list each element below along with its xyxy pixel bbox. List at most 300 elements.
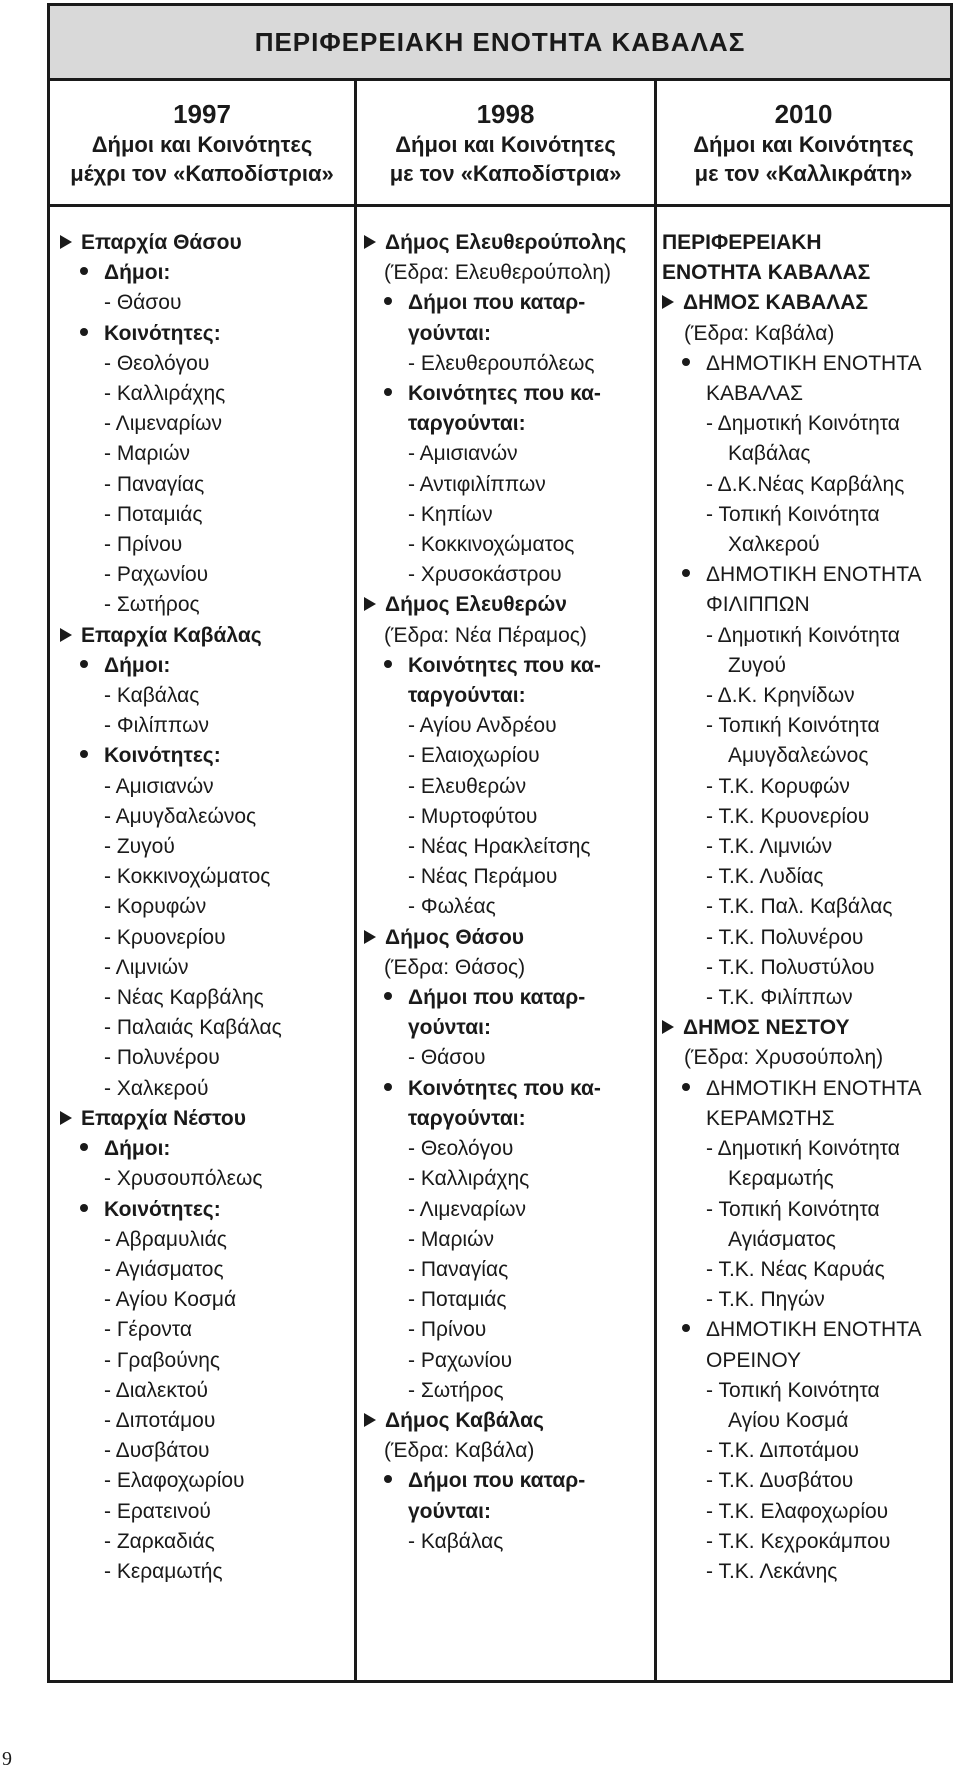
list-item	[60, 470, 282, 500]
row-text: - Σωτήρος	[408, 1378, 504, 1402]
list-item	[60, 439, 282, 469]
row-text: - Τ.Κ. Πηγών	[706, 1288, 825, 1312]
group-heading	[364, 651, 626, 681]
row-text: Κοινότητες που κα-	[408, 1076, 601, 1100]
list-item	[662, 621, 921, 651]
row-text: - Τοπική Κοινότητα	[706, 1197, 880, 1221]
seat-note	[662, 319, 921, 349]
header-2010	[657, 81, 950, 204]
list-item	[662, 802, 921, 832]
list-text	[364, 319, 626, 349]
row-text: Δήμος Ελευθερούπολης	[385, 231, 627, 254]
row-text: (Έδρα: Χρυσούπολη)	[684, 1046, 884, 1070]
triangle-bullet-icon	[60, 628, 72, 642]
row-text: - Τοπική Κοινότητα	[706, 1378, 880, 1402]
header-1997	[50, 81, 354, 204]
row-text: - Τοπική Κοινότητα	[706, 714, 880, 738]
row-text: - Τ.Κ. Κεχροκάμπου	[706, 1529, 891, 1553]
row-text: - Δ.Κ.Νέας Καρβάλης	[706, 472, 905, 496]
bullet-dot-icon	[80, 1204, 88, 1212]
triangle-bullet-icon	[364, 597, 376, 611]
header-year: 1998	[476, 98, 535, 129]
list-item	[60, 349, 282, 379]
list-item	[60, 1406, 282, 1436]
row-text: Δήμοι:	[104, 1137, 171, 1161]
group-heading	[662, 560, 921, 590]
list-item	[662, 500, 921, 530]
row-text: - Δημοτική Κοινότητα	[706, 1137, 900, 1161]
row-text: Επαρχία Καβάλας	[81, 623, 262, 647]
row-text: - Δημοτική Κοινότητα	[706, 412, 900, 436]
row-text: - Ελαφοχωρίου	[104, 1469, 245, 1493]
row-text: ΔΗΜΟΤΙΚΗ ΕΝΟΤΗΤΑ	[706, 1318, 922, 1342]
list-item	[60, 1074, 282, 1104]
list-item	[60, 288, 282, 318]
group-heading	[60, 258, 282, 288]
row-text: (Έδρα: Νέα Πέραμος)	[384, 623, 587, 647]
list-item	[60, 1225, 282, 1255]
row-text: Δήμος Ελευθερών	[385, 593, 567, 617]
bullet-dot-icon	[384, 992, 392, 1000]
row-text: - Τ.Κ. Δυσβάτου	[706, 1469, 854, 1493]
list-item	[60, 1315, 282, 1345]
list-item	[364, 772, 626, 802]
list-text	[364, 681, 626, 711]
list-item	[60, 560, 282, 590]
list-text	[364, 1104, 626, 1134]
list-item	[60, 1346, 282, 1376]
bullet-dot-icon	[384, 388, 392, 396]
list-text	[662, 590, 921, 620]
triangle-bullet-icon	[60, 1111, 72, 1125]
list-item	[364, 892, 626, 922]
row-text: - Καλλιράχης	[408, 1167, 530, 1191]
row-text: Καβάλας	[728, 442, 811, 466]
row-text: - Καβάλας	[408, 1529, 504, 1553]
triangle-bullet-icon	[60, 235, 72, 249]
list-item	[60, 892, 282, 922]
list-item	[60, 1255, 282, 1285]
list-item	[364, 1195, 626, 1225]
list-item	[364, 802, 626, 832]
list-item	[364, 560, 626, 590]
list-item	[364, 1285, 626, 1315]
bullet-dot-icon	[682, 1083, 690, 1091]
list-item	[60, 1376, 282, 1406]
triangle-bullet-icon	[364, 1413, 376, 1427]
list-item	[662, 439, 921, 469]
row-text: (Έδρα: Καβάλα)	[384, 1439, 535, 1463]
row-text: Επαρχία Νέστου	[81, 1106, 246, 1130]
bullet-dot-icon	[682, 569, 690, 577]
list-item	[364, 1164, 626, 1194]
row-text: Δήμοι που καταρ-	[408, 1469, 586, 1493]
row-text: - Τ.Κ. Λιμνιών	[706, 835, 833, 859]
list-item	[662, 1376, 921, 1406]
list-item	[364, 1376, 626, 1406]
row-text: - Θάσου	[408, 1046, 486, 1070]
list-item	[60, 1557, 282, 1587]
bullet-dot-icon	[80, 660, 88, 668]
row-text: Αμυγδαλεώνος	[728, 744, 869, 768]
list-item	[364, 349, 626, 379]
list-item	[60, 1043, 282, 1073]
row-text: - Τ.Κ. Διποτάμου	[706, 1439, 859, 1463]
row-text: - Κηπίων	[408, 502, 493, 526]
bullet-dot-icon	[682, 358, 690, 366]
row-text: (Έδρα: Θάσος)	[384, 955, 526, 979]
seat-note	[364, 621, 626, 651]
row-text: - Διαλεκτού	[104, 1378, 209, 1402]
list-text	[662, 228, 921, 258]
row-text: - Χρυσουπόλεως	[104, 1167, 263, 1191]
row-text: - Μαριών	[408, 1227, 494, 1251]
row-text: γούνται:	[408, 1016, 491, 1040]
list-item	[60, 1527, 282, 1557]
section-heading	[60, 621, 282, 651]
row-text: - Παναγίας	[104, 472, 205, 496]
list-item	[662, 1195, 921, 1225]
list-item	[662, 409, 921, 439]
row-text: (Έδρα: Καβάλα)	[684, 321, 835, 345]
list-text	[364, 1497, 626, 1527]
list-item	[364, 530, 626, 560]
header-year: 1997	[173, 98, 231, 129]
header-year: 2010	[774, 98, 833, 129]
header-line: Δήμοι και Κοινότητες	[91, 131, 313, 157]
list-text	[662, 258, 921, 288]
row-text: Δήμοι που καταρ-	[408, 291, 586, 315]
list-item	[60, 530, 282, 560]
bullet-dot-icon	[80, 750, 88, 758]
row-text: - Τ.Κ. Κορυφών	[706, 774, 850, 798]
seat-note	[364, 258, 626, 288]
row-text: - Κεραμωτής	[104, 1559, 223, 1583]
row-text: - Παναγίας	[408, 1257, 509, 1281]
section-heading	[60, 1104, 282, 1134]
group-heading	[662, 349, 921, 379]
list-item	[364, 862, 626, 892]
row-text: - Αμυγδαλεώνος	[104, 804, 257, 828]
list-item	[364, 1225, 626, 1255]
row-text: Αγιάσματος	[728, 1227, 836, 1251]
seat-note	[364, 953, 626, 983]
column-1997	[60, 228, 282, 1587]
row-text: - Καλλιράχης	[104, 382, 226, 406]
list-item	[364, 1346, 626, 1376]
row-text: - Ελαιοχωρίου	[408, 744, 540, 768]
list-item	[364, 832, 626, 862]
list-item	[662, 1225, 921, 1255]
row-text: - Δυσβάτου	[104, 1439, 210, 1463]
list-item	[662, 1497, 921, 1527]
list-item	[60, 1497, 282, 1527]
list-item	[60, 772, 282, 802]
list-text	[662, 1104, 921, 1134]
row-text: Δήμοι:	[104, 653, 171, 677]
list-item	[364, 1315, 626, 1345]
row-text: Κοινότητες:	[104, 1197, 221, 1221]
header-line: με τον «Καλλικράτη»	[694, 160, 913, 186]
row-text: ταργούνται:	[408, 684, 526, 708]
list-item	[60, 1013, 282, 1043]
list-item	[60, 862, 282, 892]
bullet-dot-icon	[682, 1324, 690, 1332]
group-heading	[364, 1074, 626, 1104]
list-item	[662, 1134, 921, 1164]
row-text: Δήμος Θάσου	[385, 925, 525, 949]
list-item	[364, 500, 626, 530]
list-item	[60, 681, 282, 711]
group-heading	[60, 1195, 282, 1225]
group-heading	[60, 741, 282, 771]
row-text: - Ζαρκαδιάς	[104, 1529, 215, 1553]
list-item	[662, 470, 921, 500]
group-heading	[364, 983, 626, 1013]
row-text: - Θάσου	[104, 291, 182, 315]
bullet-dot-icon	[384, 1475, 392, 1483]
triangle-bullet-icon	[364, 235, 376, 249]
list-item	[60, 832, 282, 862]
row-text: ΔΗΜΟΤΙΚΗ ΕΝΟΤΗΤΑ	[706, 563, 922, 587]
row-text: - Διποτάμου	[104, 1408, 216, 1432]
row-text: - Ποταμιάς	[408, 1288, 507, 1312]
row-text: - Κρυονερίου	[104, 925, 226, 949]
row-text: - Αγίου Κοσμά	[104, 1288, 237, 1312]
list-item	[364, 1527, 626, 1557]
triangle-bullet-icon	[364, 930, 376, 944]
bullet-dot-icon	[80, 1143, 88, 1151]
row-text: Αγίου Κοσμά	[728, 1408, 849, 1432]
row-text: - Κορυφών	[104, 895, 207, 919]
list-item	[60, 590, 282, 620]
header-1998	[357, 81, 654, 204]
row-text: ΚΕΡΑΜΩΤΗΣ	[706, 1106, 835, 1130]
list-item	[662, 711, 921, 741]
row-text: - Τ.Κ. Πολυστύλου	[706, 955, 875, 979]
list-item	[662, 892, 921, 922]
row-text: - Θεολόγου	[408, 1137, 514, 1161]
list-item	[662, 1406, 921, 1436]
list-item	[60, 1164, 282, 1194]
row-text: - Μυρτοφύτου	[408, 804, 538, 828]
bullet-dot-icon	[384, 660, 392, 668]
row-text: - Πρίνου	[408, 1318, 487, 1342]
group-heading	[364, 288, 626, 318]
row-text: ΠΕΡΙΦΕΡΕΙΑΚΗ	[662, 231, 822, 254]
row-text: - Γέροντα	[104, 1318, 193, 1342]
row-text: Επαρχία Θάσου	[81, 231, 242, 254]
list-text	[662, 379, 921, 409]
list-item	[364, 470, 626, 500]
row-text: - Ελευθερουπόλεως	[408, 351, 595, 375]
row-text: - Ερατεινού	[104, 1499, 211, 1523]
row-text: - Αγιάσματος	[104, 1257, 224, 1281]
row-text: - Τ.Κ. Λεκάνης	[706, 1559, 838, 1583]
row-text: - Κοκκινοχώματος	[408, 533, 575, 557]
list-item	[662, 983, 921, 1013]
row-text: ταργούνται:	[408, 1106, 526, 1130]
row-text: Κοινότητες που κα-	[408, 653, 601, 677]
section-heading	[364, 1406, 626, 1436]
list-item	[662, 681, 921, 711]
section-heading	[364, 923, 626, 953]
list-item	[60, 1285, 282, 1315]
seat-note	[662, 1043, 921, 1073]
bullet-dot-icon	[384, 297, 392, 305]
list-text	[364, 409, 626, 439]
list-item	[364, 711, 626, 741]
row-text: Κοινότητες:	[104, 744, 221, 768]
list-item	[60, 1436, 282, 1466]
row-text: - Αντιφιλίππων	[408, 472, 546, 496]
row-text: Δήμος Καβάλας	[385, 1408, 544, 1432]
bullet-dot-icon	[80, 328, 88, 336]
list-item	[60, 983, 282, 1013]
row-text: - Ζυγού	[104, 835, 175, 859]
section-heading	[662, 288, 921, 318]
row-text: - Πρίνου	[104, 533, 183, 557]
list-item	[364, 1043, 626, 1073]
row-text: - Νέας Περάμου	[408, 865, 558, 889]
row-text: Χαλκερού	[728, 533, 820, 557]
row-text: - Νέας Καρβάλης	[104, 986, 264, 1010]
row-text: - Φωλέας	[408, 895, 496, 919]
row-text: Ζυγού	[728, 653, 786, 677]
list-item	[662, 741, 921, 771]
row-text: - Ραχωνίου	[408, 1348, 513, 1372]
table-title: ΠΕΡΙΦΕΡΕΙΑΚΗ ΕΝΟΤΗΤΑ ΚΑΒΑΛΑΣ	[50, 6, 950, 81]
header-line: Δήμοι και Κοινότητες	[395, 131, 616, 157]
row-text: - Κοκκινοχώματος	[104, 865, 271, 889]
list-item	[364, 741, 626, 771]
row-text: - Τ.Κ. Λυδίας	[706, 865, 824, 889]
list-text	[364, 1013, 626, 1043]
list-item	[364, 439, 626, 469]
row-text: - Καβάλας	[104, 684, 200, 708]
row-text: - Μαριών	[104, 442, 190, 466]
list-item	[60, 802, 282, 832]
header-divider	[50, 204, 950, 207]
row-text: ΕΝΟΤΗΤΑ ΚΑΒΑΛΑΣ	[662, 261, 871, 285]
group-heading	[364, 379, 626, 409]
list-item	[60, 379, 282, 409]
seat-note	[364, 1436, 626, 1466]
column-2010	[662, 228, 921, 1587]
bullet-dot-icon	[80, 267, 88, 275]
row-text: - Παλαιάς Καβάλας	[104, 1016, 282, 1040]
row-text: - Αμισιανών	[408, 442, 518, 466]
group-heading	[60, 1134, 282, 1164]
list-item	[662, 862, 921, 892]
row-text: ΔΗΜΟΣ ΝΕΣΤΟΥ	[683, 1016, 850, 1040]
row-text: - Ελευθερών	[408, 774, 527, 798]
section-heading	[364, 228, 626, 258]
row-text: - Τ.Κ. Νέας Καρυάς	[706, 1257, 885, 1281]
row-text: - Λιμεναρίων	[104, 412, 222, 436]
row-text: (Έδρα: Ελευθερούπολη)	[384, 261, 612, 285]
row-text: Κοινότητες που κα-	[408, 382, 601, 406]
row-text: ΚΑΒΑΛΑΣ	[706, 382, 804, 406]
row-text: - Χαλκερού	[104, 1076, 209, 1100]
row-text: - Δ.Κ. Κρηνίδων	[706, 684, 855, 708]
row-text: Δήμοι:	[104, 261, 171, 285]
row-text: - Φιλίππων	[104, 714, 209, 738]
list-item	[60, 923, 282, 953]
list-item	[662, 923, 921, 953]
row-text: - Λιμεναρίων	[408, 1197, 526, 1221]
section-heading	[662, 1013, 921, 1043]
list-item	[662, 1466, 921, 1496]
row-text: - Νέας Ηρακλείτσης	[408, 835, 591, 859]
row-text: - Λιμνιών	[104, 955, 189, 979]
header-line: με τον «Καποδίστρια»	[389, 160, 622, 186]
row-text: - Χρυσοκάστρου	[408, 563, 562, 587]
row-text: - Σωτήρος	[104, 593, 200, 617]
row-text: - Τ.Κ. Κρυονερίου	[706, 804, 870, 828]
list-item	[662, 1285, 921, 1315]
row-text: - Αβραμυλιάς	[104, 1227, 227, 1251]
row-text: ΔΗΜΟΣ ΚΑΒΑΛΑΣ	[683, 291, 868, 315]
list-item	[662, 651, 921, 681]
list-item	[662, 1436, 921, 1466]
row-text: ΔΗΜΟΤΙΚΗ ΕΝΟΤΗΤΑ	[706, 351, 922, 375]
list-text	[662, 1346, 921, 1376]
header-line: μέχρι τον «Καποδίστρια»	[70, 160, 334, 186]
list-item	[364, 1134, 626, 1164]
group-heading	[364, 1466, 626, 1496]
row-text: γούνται:	[408, 1499, 491, 1523]
list-item	[662, 1527, 921, 1557]
list-item	[662, 1255, 921, 1285]
group-heading	[60, 319, 282, 349]
column-1998	[364, 228, 626, 1557]
row-text: Δήμοι που καταρ-	[408, 986, 586, 1010]
row-text: - Ραχωνίου	[104, 563, 209, 587]
list-item	[662, 530, 921, 560]
row-text: γούνται:	[408, 321, 491, 345]
list-item	[60, 953, 282, 983]
row-text: Κοινότητες:	[104, 321, 221, 345]
list-item	[60, 500, 282, 530]
group-heading	[662, 1074, 921, 1104]
row-text: ταργούνται:	[408, 412, 526, 436]
row-text: - Τ.Κ. Πολυνέρου	[706, 925, 864, 949]
section-heading	[60, 228, 282, 258]
list-item	[364, 1255, 626, 1285]
row-text: - Τοπική Κοινότητα	[706, 502, 880, 526]
triangle-bullet-icon	[662, 295, 674, 309]
row-text: Κεραμωτής	[728, 1167, 834, 1191]
column-divider	[654, 78, 657, 1680]
bullet-dot-icon	[384, 1083, 392, 1091]
list-item	[60, 409, 282, 439]
list-item	[60, 711, 282, 741]
row-text: - Ποταμιάς	[104, 502, 203, 526]
row-text: - Τ.Κ. Ελαφοχωρίου	[706, 1499, 889, 1523]
column-divider	[354, 78, 357, 1680]
group-heading	[60, 651, 282, 681]
triangle-bullet-icon	[662, 1020, 674, 1034]
row-text: - Γραβούνης	[104, 1348, 221, 1372]
row-text: ΦΙΛΙΠΠΩΝ	[706, 593, 810, 617]
list-item	[662, 953, 921, 983]
list-item	[662, 1164, 921, 1194]
section-heading	[364, 590, 626, 620]
row-text: ΔΗΜΟΤΙΚΗ ΕΝΟΤΗΤΑ	[706, 1076, 922, 1100]
row-text: - Αμισιανών	[104, 774, 214, 798]
header-line: Δήμοι και Κοινότητες	[693, 131, 914, 157]
